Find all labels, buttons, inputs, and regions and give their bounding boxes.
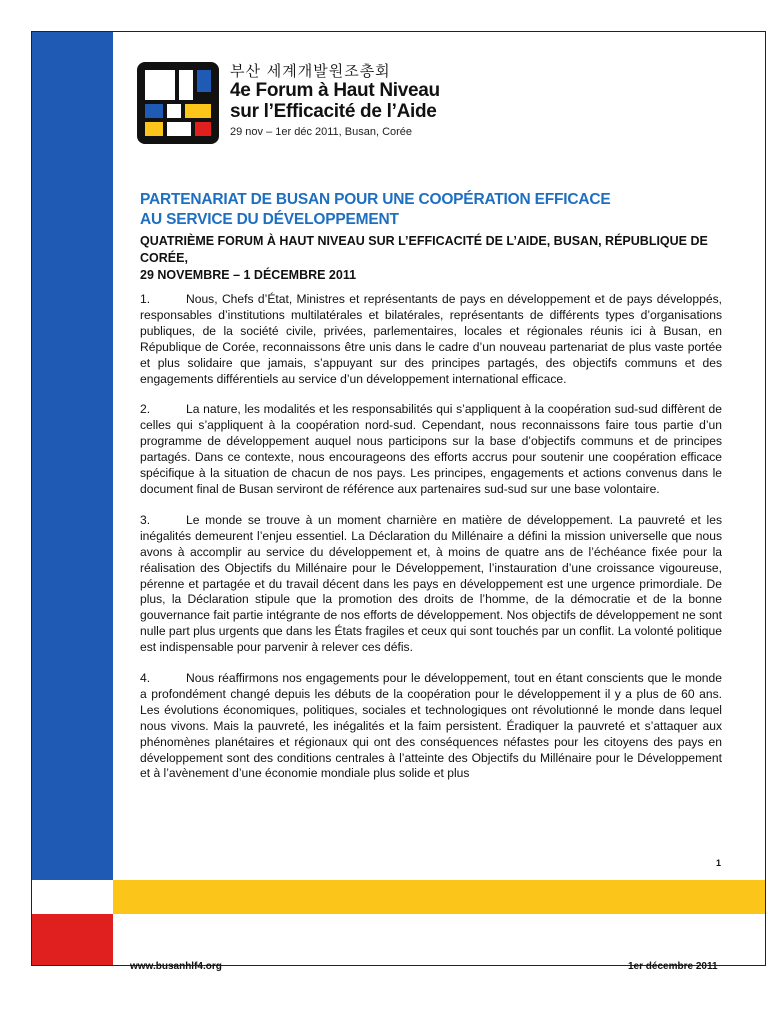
paragraph-number: 1.: [140, 292, 151, 306]
white-strip: [32, 880, 113, 914]
logo-title-line-2: sur l’Efficacité de l’Aide: [230, 101, 437, 122]
paragraph-2: [140, 402, 722, 497]
yellow-footer-band: [113, 880, 765, 914]
paragraph-number: 4.: [140, 671, 151, 686]
document-body: [140, 292, 722, 797]
paragraph-text: Nous, Chefs d’État, Ministres et représentants de pays en développement et de pays développés, responsables d’institutions multilatérales et bilatérales, représentants de différents types d’organisations publiques, de la société civile, privées, parlementaires, locales et régionales réunis ici à Busan, en République de Corée, reconnaissons être unis dans le cadre d’un nouveau partenariat de plus vaste portée et plus solidaire que jamais, s’appuyant sur des principes partagés, des objectifs communs et des engagements différentiels au service d’un développement international efficace.: [140, 292, 722, 386]
document-subtitle-line-1: QUATRIÈME FORUM À HAUT NIVEAU SUR L’EFFICACITÉ DE L’AIDE, BUSAN, RÉPUBLIQUE DE CORÉE,: [140, 234, 708, 265]
paragraph-text: Le monde se trouve à un moment charnière en matière de développement. La pauvreté et les inégalités demeurent l’enjeu essentiel. La Déclaration du Millénaire a défini la mission universelle que nous avons à accomplir au service du développement et, à moins de quatre ans de l’échéance fixée pour la réalisation des Objectifs du Millénaire pour le Développement, l’instauration d’une croissance vigoureuse, pérenne et partagée et du travail décent dans les pays en développement est une urgence primordiale. De plus, la Déclaration stipule que la promotion des droits de l’homme, de la démocratie et de la bonne gouvernance fait partie intégrante de nos efforts de développement. Nos objectifs de développement ne sont nulle part plus urgents que dans les États fragiles et ceux qui sont touchés par un conflit. La volonté politique est indispensable pour parvenir à relever ces défis.: [140, 512, 722, 655]
document-title-line-2: AU SERVICE DU DÉVELOPPEMENT: [140, 211, 399, 228]
logo-korean-title: 부산 세계개발원조총회: [230, 62, 391, 80]
document-title-line-1: PARTENARIAT DE BUSAN POUR UNE COOPÉRATION EFFICACE: [140, 191, 611, 208]
logo-title-line-1: 4e Forum à Haut Niveau: [230, 80, 440, 101]
logo-text-block: [230, 62, 440, 140]
page-number: 1: [716, 858, 722, 868]
paragraph-number: 3.: [140, 512, 151, 527]
paragraph-text: Nous réaffirmons nos engagements pour le développement, tout en étant conscients que le monde a profondément changé depuis les débuts de la coopération pour le développement il y a plus de 60 ans. Les évolutions économiques, politiques, sociales et technologiques ont révolutionné le monde dans lequel nous vivons. Mais la pauvreté, les inégalités et la faim persistent. Éradiquer la pauvreté et s’attaquer aux phénomènes planétaires et régionaux qui ont des conséquences néfastes pour les citoyens des pays en développement sont des conditions centrales à l’atteinte des Objectifs du Millénaire pour le Développement et à l’avènement d’une économie mondiale plus solide et plus: [140, 671, 722, 781]
paragraph-number: 2.: [140, 402, 151, 417]
document-subtitle-line-2: 29 NOVEMBRE – 1 DÉCEMBRE 2011: [140, 268, 357, 282]
footer-date: 1er décembre 2011: [628, 961, 718, 972]
paragraph-text: La nature, les modalités et les responsabilités qui s’appliquent à la coopération sud-sud diffèrent de celles qui s’appliquent à la coopération nord-sud. Cependant, nous reconnaissons faire tous partie d’un programme de développement auquel nous participons sur la base d’objectifs communs et de principes partagés. Dans ce contexte, nous encourageons des efforts accrus pour soutenir une coopération efficace spécifique à la situation de chacun de nos pays. Les principes, engagements et actions convenus dans le document final de Busan serviront de référence aux partenaires sud-sud sur une base volontaire.: [140, 402, 722, 496]
blue-sidebar-bar: [32, 32, 113, 880]
paragraph-1: [140, 292, 722, 387]
red-corner-block: [32, 914, 113, 965]
logo-dates: 29 nov – 1er déc 2011, Busan, Corée: [230, 126, 413, 138]
paragraph-4: [140, 671, 722, 782]
footer-website-link[interactable]: www.busanhlf4.org: [130, 961, 222, 972]
forum-logo-icon: [137, 62, 219, 144]
document-title: [140, 190, 740, 230]
document-subtitle: [140, 233, 740, 284]
paragraph-3: [140, 513, 722, 656]
